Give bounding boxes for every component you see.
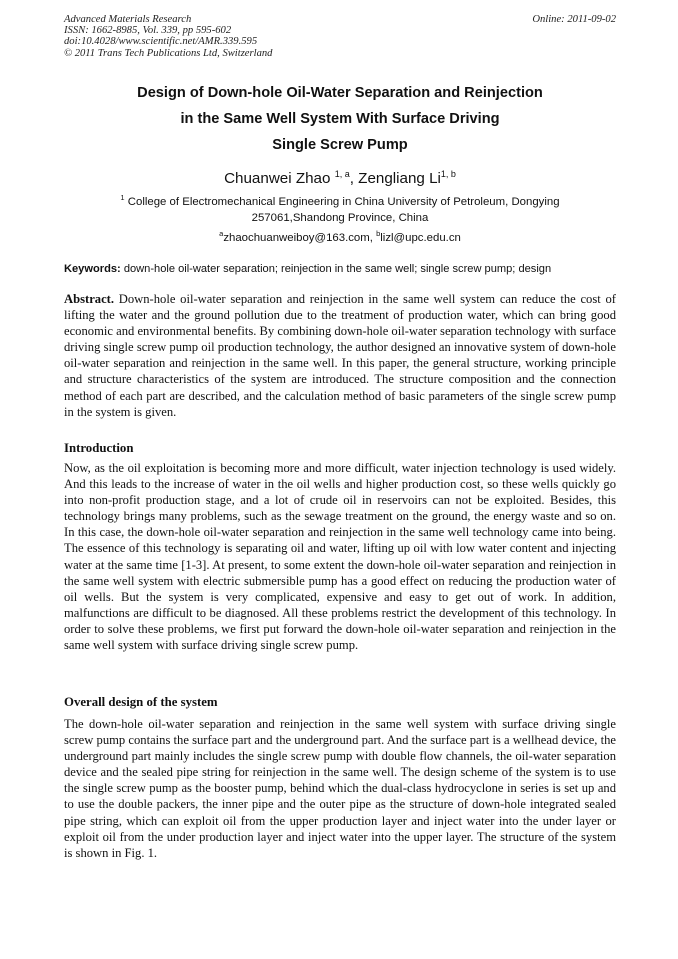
journal-name: Advanced Materials Research bbox=[64, 14, 192, 25]
authors-line bbox=[64, 164, 616, 189]
author-name: Chuanwei Zhao bbox=[224, 170, 331, 187]
keywords-label: Keywords: bbox=[64, 263, 121, 275]
author-affiliation-mark: 1, a bbox=[334, 169, 350, 179]
author-name: Zengliang Li bbox=[358, 170, 441, 187]
keywords-text: down-hole oil-water separation; reinjection in the same well; single screw pump; design bbox=[123, 263, 552, 275]
email-mark: a bbox=[219, 229, 224, 238]
introduction-paragraph: Now, as the oil exploitation is becoming more and more difficult, water injection technology is used widely. And this leads to the increase of water in the oil wells and higher production cost, so these wells quickly go into non-profit production stage, and a lot of crude oil in reservoirs can not be exploited. Besides, this technology brings many problems, such as the sewage treatment on the ground, the energy waste and so on. In this case, the down-hole oil-water separation and reinjection in the same well technology came into being. The essence of this technology is separating oil and water, lifting up oil with low water content and injecting water at the same time [1-3]. At present, to some extent the down-hole oil-water separation and reinjection in the same well system with electric submersible pump has a good effect on reducing the production water of oil wells. But the system is very complicated, expensive and easy to get out of work. In addition, malfunctions are difficult to be diagnosed. All these problems restrict the development of this technology. In order to solve these problems, we first put forward the down-hole oil-water separation and reinjection in the same well system with surface driving single screw pump. bbox=[64, 461, 616, 653]
author-separator: , bbox=[349, 170, 354, 187]
affiliation-line-1: College of Electromechanical Engineering in China University of Petroleum, Dongying bbox=[127, 196, 560, 208]
author-affiliation-mark: 1, b bbox=[440, 169, 456, 179]
section-heading-introduction: Introduction bbox=[64, 441, 134, 455]
online-date: Online: 2011-09-02 bbox=[532, 14, 616, 25]
abstract-text: Down-hole oil-water separation and reinjection in the same well system can reduce the cost of lifting the water and the ground pollution due to the treatment of production water, which can bring good economic and environmental benefits. By combining down-hole oil-water separation technology with surface driving single screw pump oil production technology, the author designed an innovative system of down-hole oil-water separation and reinjection in the same well. In this paper, the general structure, working principle and structure characteristics of the system are introduced. The structure composition and the connection method of each part are described, and the calculation method of basic parameters of the single screw pump in the system is given. bbox=[64, 292, 616, 419]
title-line-3: Single Screw Pump bbox=[272, 137, 408, 153]
copyright-line: © 2011 Trans Tech Publications Ltd, Switzerland bbox=[64, 47, 273, 59]
title-line-2: in the Same Well System With Surface Driving bbox=[180, 111, 500, 127]
issn-line: ISSN: 1662-8985, Vol. 339, pp 595-602 bbox=[64, 25, 232, 37]
abstract-label: Abstract. bbox=[64, 292, 115, 306]
paper-title bbox=[64, 80, 616, 158]
title-line-1: Design of Down-hole Oil-Water Separation and Reinjection bbox=[137, 85, 543, 101]
affiliation-line-2: 257061,Shandong Province, China bbox=[251, 211, 429, 224]
email-mark: b bbox=[376, 229, 381, 238]
email-line bbox=[64, 226, 616, 246]
email-address: lizl@upc.edu.cn bbox=[380, 232, 461, 244]
abstract bbox=[64, 291, 616, 420]
section-heading-overall-design: Overall design of the system bbox=[64, 695, 218, 709]
overall-design-paragraph: The down-hole oil-water separation and reinjection in the same well system with surface driving single screw pump contains the surface part and the underground part. And the surface part is a wellhead device, the underground part mainly includes the single screw pump with double flow channels, the oil-water separation device and the sealed pipe string for reinjection in the same well. The design scheme of the system is to use the single screw pump as the booster pump, behind which the dual-class hydrocyclone in series is set up and to use the double packers, the inner pipe and the outer pipe as the structure of down-hole integrated sealed pipe string, which can exploit oil from the upper production layer and inject water into the under layer or exploit oil from the under production layer and inject water into the upper layer. The structure of the system is shown in Fig. 1. bbox=[64, 717, 616, 860]
email-address: zhaochuanweiboy@163.com, bbox=[223, 232, 373, 244]
doi-line: doi:10.4028/www.scientific.net/AMR.339.595 bbox=[64, 36, 258, 48]
keywords bbox=[64, 262, 616, 277]
journal-header bbox=[64, 14, 616, 59]
affiliation bbox=[64, 190, 616, 226]
affiliation-mark: 1 bbox=[120, 193, 125, 202]
